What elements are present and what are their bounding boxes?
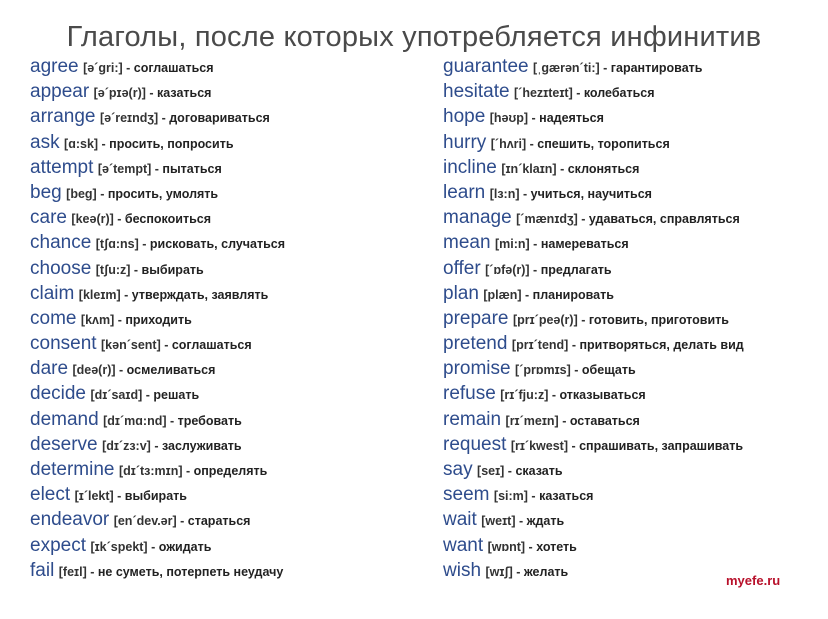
verb-translation: стараться bbox=[187, 514, 251, 529]
separator-dash: - bbox=[142, 388, 154, 403]
verb-entry bbox=[30, 180, 285, 205]
verb-word: come bbox=[30, 307, 77, 329]
verb-entry bbox=[443, 533, 744, 558]
verb-translation: гарантировать bbox=[610, 61, 703, 75]
verb-word: manage bbox=[443, 207, 512, 229]
verb-word: fail bbox=[30, 559, 55, 581]
verb-word: request bbox=[443, 433, 507, 455]
verb-entry bbox=[30, 230, 285, 255]
verb-entry bbox=[30, 432, 285, 457]
separator-dash: - bbox=[145, 86, 158, 101]
verb-translation: намереваться bbox=[540, 237, 629, 252]
verb-word: agree bbox=[30, 56, 79, 77]
verb-word: remain bbox=[443, 408, 502, 430]
verb-entry bbox=[30, 457, 285, 482]
separator-dash: - bbox=[115, 363, 127, 378]
separator-dash: - bbox=[525, 539, 537, 554]
right-verb-list bbox=[443, 54, 744, 583]
separator-dash: - bbox=[599, 61, 611, 75]
separator-dash: - bbox=[548, 388, 560, 403]
verb-entry bbox=[443, 230, 744, 255]
separator-dash: - bbox=[568, 438, 580, 453]
verb-word: incline bbox=[443, 156, 497, 178]
separator-dash: - bbox=[577, 312, 589, 327]
verb-transcription: [ɪ´lekt] bbox=[74, 489, 114, 504]
verb-word: dare bbox=[30, 358, 69, 380]
verb-word: determine bbox=[30, 459, 115, 480]
verb-transcription: [prɪ´tend] bbox=[511, 338, 569, 353]
verb-word: refuse bbox=[443, 383, 496, 405]
verb-transcription: [kən´sent] bbox=[101, 338, 161, 353]
verb-transcription: [´ɒfə(r)] bbox=[485, 262, 530, 277]
verb-entry bbox=[443, 356, 744, 381]
verb-word: decide bbox=[30, 383, 86, 405]
separator-dash: - bbox=[521, 287, 533, 302]
verb-word: claim bbox=[30, 282, 75, 304]
verb-word: elect bbox=[30, 484, 71, 506]
verb-transcription: [dɪ´tɜ:mɪn] bbox=[118, 464, 183, 478]
verb-translation: спрашивать, запрашивать bbox=[579, 438, 744, 453]
verb-transcription: [´hʌri] bbox=[490, 136, 527, 151]
verb-entry bbox=[30, 79, 285, 104]
verb-transcription: [keə(r)] bbox=[71, 212, 114, 227]
verb-translation: спешить, торопиться bbox=[537, 136, 670, 151]
verb-translation: притворяться, делать вид bbox=[579, 338, 744, 353]
verb-entry bbox=[30, 155, 285, 180]
verb-word: mean bbox=[443, 232, 491, 254]
verb-transcription: [lɜ:n] bbox=[489, 186, 520, 201]
verb-entry bbox=[30, 482, 285, 507]
verb-transcription: [kleɪm] bbox=[78, 287, 121, 302]
verb-translation: осмеливаться bbox=[126, 363, 216, 378]
verb-translation: просить, умолять bbox=[107, 186, 219, 201]
verb-translation: надеяться bbox=[539, 111, 604, 126]
verb-transcription: [feɪl] bbox=[58, 564, 87, 579]
verb-word: expect bbox=[30, 534, 86, 556]
verb-transcription: [beg] bbox=[66, 186, 97, 201]
verb-transcription: [wɪʃ] bbox=[485, 564, 513, 579]
separator-dash: - bbox=[96, 186, 108, 201]
verb-transcription: [dɪ´zɜ:v] bbox=[102, 438, 151, 453]
verb-translation: выбирать bbox=[141, 262, 204, 277]
separator-dash: - bbox=[151, 161, 163, 176]
verb-word: wish bbox=[443, 559, 482, 581]
verb-word: promise bbox=[443, 358, 511, 380]
verb-transcription: [plæn] bbox=[483, 287, 522, 302]
verb-word: endeavor bbox=[30, 509, 110, 531]
verb-entry bbox=[443, 180, 744, 205]
verb-transcription: [ɑ:sk] bbox=[64, 136, 99, 151]
verb-transcription: [mi:n] bbox=[494, 237, 530, 252]
verb-translation: обещать bbox=[581, 363, 636, 378]
verb-word: chance bbox=[30, 232, 92, 254]
verb-translation: заслуживать bbox=[161, 438, 242, 453]
verb-translation: оставаться bbox=[569, 413, 640, 428]
verb-entry bbox=[443, 558, 744, 583]
verb-entry bbox=[30, 507, 285, 532]
verb-translation: договариваться bbox=[169, 111, 270, 126]
verb-entry bbox=[443, 407, 744, 432]
separator-dash: - bbox=[113, 212, 125, 227]
verb-transcription: [dɪ´saɪd] bbox=[90, 388, 143, 403]
verb-translation: склоняться bbox=[567, 161, 640, 176]
verb-entry bbox=[30, 130, 285, 155]
separator-dash: - bbox=[504, 464, 516, 478]
verb-word: want bbox=[443, 534, 484, 556]
verb-word: consent bbox=[30, 333, 97, 355]
verb-translation: казаться bbox=[539, 489, 594, 504]
verb-translation: удаваться, справляться bbox=[588, 212, 740, 227]
verb-word: hurry bbox=[443, 131, 487, 153]
verb-word: seem bbox=[443, 484, 490, 506]
verb-translation: рисковать, случаться bbox=[149, 237, 286, 252]
watermark-text: myefe.ru bbox=[726, 573, 781, 588]
separator-dash: - bbox=[113, 489, 125, 504]
separator-dash: - bbox=[130, 262, 142, 277]
verb-entry bbox=[443, 256, 744, 281]
verb-word: prepare bbox=[443, 307, 509, 329]
separator-dash: - bbox=[150, 438, 162, 453]
verb-word: hope bbox=[443, 106, 486, 128]
verb-translation: хотеть bbox=[536, 539, 577, 554]
verb-word: learn bbox=[443, 181, 486, 203]
verb-entry bbox=[30, 331, 285, 356]
verb-entry bbox=[30, 356, 285, 381]
separator-dash: - bbox=[529, 262, 541, 277]
verb-translation: предлагать bbox=[540, 262, 612, 277]
verb-transcription: [ɪn´klaɪn] bbox=[501, 161, 557, 176]
verb-entry bbox=[443, 54, 744, 79]
verb-entry bbox=[443, 104, 744, 129]
verb-translation: колебаться bbox=[583, 86, 655, 101]
verb-transcription: [ə´gri:] bbox=[83, 61, 123, 75]
verb-entry bbox=[443, 130, 744, 155]
verb-word: deserve bbox=[30, 433, 98, 455]
verb-word: offer bbox=[443, 257, 481, 279]
separator-dash: - bbox=[572, 86, 584, 101]
separator-dash: - bbox=[528, 111, 540, 126]
separator-dash: - bbox=[182, 464, 194, 478]
verb-translation: выбирать bbox=[124, 489, 187, 504]
separator-dash: - bbox=[570, 363, 582, 378]
verb-transcription: [´prɒmɪs] bbox=[515, 363, 571, 378]
separator-dash: - bbox=[558, 413, 570, 428]
verb-translation: требовать bbox=[177, 413, 242, 428]
verb-transcription: [´hezɪteɪt] bbox=[514, 86, 573, 101]
verb-entry bbox=[30, 407, 285, 432]
verb-translation: ожидать bbox=[158, 539, 212, 554]
verb-entry bbox=[30, 381, 285, 406]
separator-dash: - bbox=[86, 564, 98, 579]
separator-dash: - bbox=[556, 161, 568, 176]
verb-word: choose bbox=[30, 257, 92, 279]
verb-word: attempt bbox=[30, 156, 94, 178]
separator-dash: - bbox=[529, 237, 541, 252]
verb-translation: беспокоиться bbox=[124, 212, 212, 227]
verb-entry bbox=[443, 155, 744, 180]
verb-transcription: [weɪt] bbox=[481, 514, 516, 529]
separator-dash: - bbox=[527, 489, 540, 504]
verb-transcription: [tʃu:z] bbox=[95, 262, 131, 277]
verb-entry bbox=[443, 432, 744, 457]
separator-dash: - bbox=[526, 136, 538, 151]
verb-entry bbox=[30, 281, 285, 306]
verb-word: arrange bbox=[30, 106, 96, 128]
verb-entry bbox=[443, 381, 744, 406]
verb-transcription: [seɪ] bbox=[477, 464, 505, 478]
verb-transcription: [en´dev.ər] bbox=[113, 514, 177, 529]
verb-transcription: [kʌm] bbox=[80, 312, 115, 327]
verb-translation: отказываться bbox=[559, 388, 646, 403]
separator-dash: - bbox=[114, 312, 126, 327]
separator-dash: - bbox=[512, 564, 524, 579]
verb-word: pretend bbox=[443, 333, 508, 355]
separator-dash: - bbox=[120, 287, 132, 302]
verb-entry bbox=[443, 331, 744, 356]
verb-transcription: [rɪ´kwest] bbox=[510, 438, 568, 453]
verb-word: wait bbox=[443, 509, 477, 531]
verb-entry bbox=[30, 533, 285, 558]
verb-translation: не суметь, потерпеть неудачу bbox=[97, 564, 284, 579]
verb-entry bbox=[30, 558, 285, 583]
verb-entry bbox=[443, 281, 744, 306]
verb-entry bbox=[30, 256, 285, 281]
separator-dash: - bbox=[147, 539, 159, 554]
verb-entry bbox=[30, 205, 285, 230]
verb-translation: соглашаться bbox=[171, 338, 252, 353]
left-verb-list bbox=[30, 54, 285, 583]
verb-transcription: [rɪ´fju:z] bbox=[500, 388, 549, 403]
verb-word: hesitate bbox=[443, 81, 510, 103]
verb-word: care bbox=[30, 207, 67, 229]
verb-translation: просить, попросить bbox=[109, 136, 234, 151]
verb-entry bbox=[30, 104, 285, 129]
verb-entry bbox=[443, 205, 744, 230]
verb-word: plan bbox=[443, 282, 479, 304]
verb-transcription: [´mænɪdʒ] bbox=[516, 212, 578, 227]
verb-transcription: [si:m] bbox=[493, 489, 528, 504]
verb-word: guarantee bbox=[443, 56, 529, 77]
verb-translation: планировать bbox=[532, 287, 614, 302]
separator-dash: - bbox=[138, 237, 150, 252]
page-title: Глаголы, после которых употребляется инфинитив bbox=[66, 21, 762, 53]
verb-word: ask bbox=[30, 131, 60, 153]
separator-dash: - bbox=[519, 186, 531, 201]
verb-translation: желать bbox=[523, 564, 569, 579]
verb-translation: учиться, научиться bbox=[530, 186, 652, 201]
verb-transcription: [ə´pɪə(r)] bbox=[93, 86, 146, 101]
verb-transcription: [wɒnt] bbox=[487, 539, 526, 554]
separator-dash: - bbox=[98, 136, 110, 151]
separator-dash: - bbox=[568, 338, 580, 353]
verb-translation: готовить, приготовить bbox=[588, 312, 729, 327]
verb-entry bbox=[30, 306, 285, 331]
separator-dash: - bbox=[160, 338, 172, 353]
verb-entry bbox=[443, 457, 744, 482]
separator-dash: - bbox=[166, 413, 178, 428]
separator-dash: - bbox=[577, 212, 589, 227]
verb-word: appear bbox=[30, 81, 90, 103]
verb-entry bbox=[443, 507, 744, 532]
verb-entry bbox=[443, 306, 744, 331]
verb-transcription: [dɪ´mɑ:nd] bbox=[103, 413, 167, 428]
verb-translation: определять bbox=[193, 464, 268, 478]
verb-word: demand bbox=[30, 408, 99, 430]
separator-dash: - bbox=[122, 61, 134, 75]
verb-transcription: [deə(r)] bbox=[72, 363, 116, 378]
verb-entry bbox=[30, 54, 285, 79]
verb-translation: приходить bbox=[125, 312, 192, 327]
verb-transcription: [ə´reɪndʒ] bbox=[99, 111, 159, 126]
separator-dash: - bbox=[176, 514, 188, 529]
verb-entry bbox=[443, 79, 744, 104]
separator-dash: - bbox=[515, 514, 527, 529]
verb-transcription: [ˌgærən´ti:] bbox=[533, 61, 600, 75]
verb-transcription: [ə´tempt] bbox=[97, 161, 152, 176]
verb-translation: соглашаться bbox=[133, 61, 214, 75]
verb-transcription: [həʊp] bbox=[489, 111, 529, 126]
verb-entry bbox=[443, 482, 744, 507]
verb-word: beg bbox=[30, 181, 62, 203]
verb-translation: сказать bbox=[515, 464, 563, 478]
verb-transcription: [rɪ´meɪn] bbox=[505, 413, 559, 428]
verb-transcription: [prɪ´peə(r)] bbox=[512, 312, 578, 327]
verb-transcription: [tʃɑ:ns] bbox=[95, 237, 139, 252]
verb-translation: утверждать, заявлять bbox=[131, 287, 269, 302]
verb-word: say bbox=[443, 459, 473, 480]
verb-transcription: [ɪk´spekt] bbox=[90, 539, 148, 554]
verb-translation: решать bbox=[153, 388, 200, 403]
verb-translation: казаться bbox=[157, 86, 212, 101]
separator-dash: - bbox=[158, 111, 170, 126]
verb-translation: пытаться bbox=[162, 161, 222, 176]
verb-translation: ждать bbox=[526, 514, 565, 529]
